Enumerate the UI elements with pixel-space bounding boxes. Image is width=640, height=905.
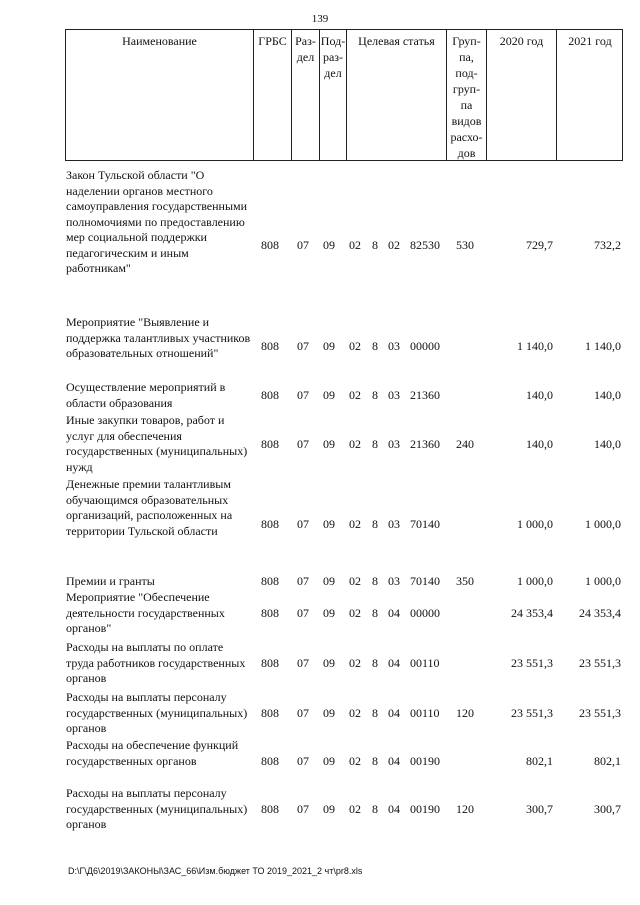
cell-group: 120: [456, 802, 474, 816]
page-number: 139: [311, 13, 329, 25]
cell-grbs: 808: [261, 574, 279, 588]
cell-podrazdel: 09: [323, 388, 335, 402]
cell-target-3: 03: [388, 388, 400, 402]
cell-group: 120: [456, 706, 474, 720]
cell-2021: 802,1: [594, 754, 621, 768]
cell-2020: 23 551,3: [511, 656, 553, 670]
cell-2021: 732,2: [594, 238, 621, 252]
cell-target-4: 00190: [410, 754, 440, 768]
table-header: [65, 29, 623, 161]
cell-2020: 1 000,0: [517, 574, 553, 588]
cell-target-4: 70140: [410, 574, 440, 588]
cell-2021: 23 551,3: [579, 706, 621, 720]
cell-grbs: 808: [261, 606, 279, 620]
cell-2021: 300,7: [594, 802, 621, 816]
cell-2020: 23 551,3: [511, 706, 553, 720]
cell-target-1: 02: [349, 437, 361, 451]
header-2021: 2021 год: [568, 34, 612, 48]
cell-target-2: 8: [372, 517, 378, 531]
cell-target-3: 04: [388, 606, 400, 620]
cell-grbs: 808: [261, 517, 279, 531]
cell-group: 530: [456, 238, 474, 252]
cell-razdel: 07: [297, 574, 309, 588]
cell-group: 240: [456, 437, 474, 451]
cell-grbs: 808: [261, 754, 279, 768]
cell-grbs: 808: [261, 656, 279, 670]
cell-grbs: 808: [261, 437, 279, 451]
cell-2021: 1 000,0: [585, 517, 621, 531]
column-divider: [253, 30, 254, 160]
cell-target-4: 00190: [410, 802, 440, 816]
cell-razdel: 07: [297, 238, 309, 252]
cell-target-2: 8: [372, 706, 378, 720]
row-name: Премии и гранты: [66, 574, 155, 588]
cell-podrazdel: 09: [323, 238, 335, 252]
cell-grbs: 808: [261, 802, 279, 816]
cell-razdel: 07: [297, 706, 309, 720]
row-name: Мероприятие "Выявление и поддержка талантливых участников образовательных отношений": [66, 315, 251, 360]
cell-podrazdel: 09: [323, 606, 335, 620]
header-2020: 2020 год: [499, 34, 544, 48]
cell-target-3: 04: [388, 706, 400, 720]
header-razdel: Раз- дел: [295, 34, 316, 64]
cell-target-4: 00110: [410, 706, 440, 720]
cell-target-2: 8: [372, 574, 378, 588]
cell-razdel: 07: [297, 802, 309, 816]
cell-target-2: 8: [372, 606, 378, 620]
cell-grbs: 808: [261, 388, 279, 402]
cell-target-3: 03: [388, 339, 400, 353]
cell-razdel: 07: [297, 339, 309, 353]
cell-2021: 24 353,4: [579, 606, 621, 620]
cell-group: 350: [456, 574, 474, 588]
cell-target-1: 02: [349, 606, 361, 620]
cell-razdel: 07: [297, 437, 309, 451]
cell-grbs: 808: [261, 706, 279, 720]
cell-podrazdel: 09: [323, 802, 335, 816]
cell-razdel: 07: [297, 517, 309, 531]
cell-target-2: 8: [372, 754, 378, 768]
cell-podrazdel: 09: [323, 706, 335, 720]
cell-target-3: 03: [388, 437, 400, 451]
cell-razdel: 07: [297, 656, 309, 670]
row-name: Расходы на выплаты персоналу государственных (муниципальных) органов: [66, 690, 248, 735]
header-name: Наименование: [122, 34, 197, 48]
cell-target-1: 02: [349, 706, 361, 720]
cell-target-1: 02: [349, 802, 361, 816]
row-name: Иные закупки товаров, работ и услуг для обеспечения государственных (муниципальных) нужд: [66, 413, 248, 474]
cell-razdel: 07: [297, 606, 309, 620]
cell-target-1: 02: [349, 754, 361, 768]
cell-2021: 1 140,0: [585, 339, 621, 353]
cell-target-4: 82530: [410, 238, 440, 252]
cell-target-4: 00000: [410, 339, 440, 353]
column-divider: [486, 30, 487, 160]
row-name: Расходы на обеспечение функций государственных органов: [66, 738, 239, 768]
cell-razdel: 07: [297, 388, 309, 402]
cell-target-3: 02: [388, 238, 400, 252]
row-name: Закон Тульской области "О наделении органов местного самоуправления государственными полномочиями по предоставлению мер социальной поддержки педагогическим и иным работникам": [66, 168, 248, 275]
cell-2020: 729,7: [526, 238, 553, 252]
cell-target-1: 02: [349, 517, 361, 531]
cell-2020: 1 000,0: [517, 517, 553, 531]
cell-grbs: 808: [261, 238, 279, 252]
cell-razdel: 07: [297, 754, 309, 768]
cell-target-4: 70140: [410, 517, 440, 531]
cell-target-2: 8: [372, 802, 378, 816]
row-name: Расходы на выплаты по оплате труда работников государственных органов: [66, 640, 246, 685]
cell-target-2: 8: [372, 437, 378, 451]
row-name: Мероприятие "Обеспечение деятельности государственных органов": [66, 590, 225, 635]
cell-target-1: 02: [349, 238, 361, 252]
cell-target-4: 21360: [410, 437, 440, 451]
file-path-footer: D:\Г\Д6\2019\ЗАКОНЫ\ЗАС_66\Изм.бюджет ТО 2019_2021_2 чт\pr8.xls: [68, 866, 363, 876]
header-podrazdel: Под- раз- дел: [320, 34, 346, 80]
cell-target-2: 8: [372, 238, 378, 252]
cell-target-3: 04: [388, 754, 400, 768]
cell-2021: 140,0: [594, 437, 621, 451]
cell-2020: 24 353,4: [511, 606, 553, 620]
cell-target-1: 02: [349, 388, 361, 402]
cell-podrazdel: 09: [323, 656, 335, 670]
cell-2020: 300,7: [526, 802, 553, 816]
cell-target-2: 8: [372, 656, 378, 670]
cell-target-3: 04: [388, 656, 400, 670]
cell-target-4: 00110: [410, 656, 440, 670]
cell-2020: 140,0: [526, 388, 553, 402]
cell-target-3: 03: [388, 574, 400, 588]
cell-2020: 140,0: [526, 437, 553, 451]
cell-2021: 140,0: [594, 388, 621, 402]
row-name: Осуществление мероприятий в области образования: [66, 380, 226, 410]
cell-grbs: 808: [261, 339, 279, 353]
cell-target-2: 8: [372, 339, 378, 353]
cell-target-3: 03: [388, 517, 400, 531]
cell-2021: 1 000,0: [585, 574, 621, 588]
row-name: Расходы на выплаты персоналу государственных (муниципальных) органов: [66, 786, 248, 831]
cell-target-3: 04: [388, 802, 400, 816]
header-group: Груп- па, под- груп- па видов расхо- дов: [450, 34, 483, 160]
cell-target-1: 02: [349, 656, 361, 670]
cell-podrazdel: 09: [323, 574, 335, 588]
header-grbs: ГРБС: [258, 34, 287, 48]
row-name: Денежные премии талантливым обучающимся образовательных организаций, расположенных на территории Тульской области: [66, 477, 233, 538]
cell-2020: 802,1: [526, 754, 553, 768]
column-divider: [556, 30, 557, 160]
cell-podrazdel: 09: [323, 339, 335, 353]
cell-target-1: 02: [349, 574, 361, 588]
header-target: Целевая статья: [358, 34, 435, 48]
cell-target-2: 8: [372, 388, 378, 402]
cell-podrazdel: 09: [323, 754, 335, 768]
cell-podrazdel: 09: [323, 437, 335, 451]
column-divider: [346, 30, 347, 160]
cell-2021: 23 551,3: [579, 656, 621, 670]
cell-2020: 1 140,0: [517, 339, 553, 353]
cell-target-4: 00000: [410, 606, 440, 620]
cell-target-1: 02: [349, 339, 361, 353]
cell-target-4: 21360: [410, 388, 440, 402]
cell-podrazdel: 09: [323, 517, 335, 531]
